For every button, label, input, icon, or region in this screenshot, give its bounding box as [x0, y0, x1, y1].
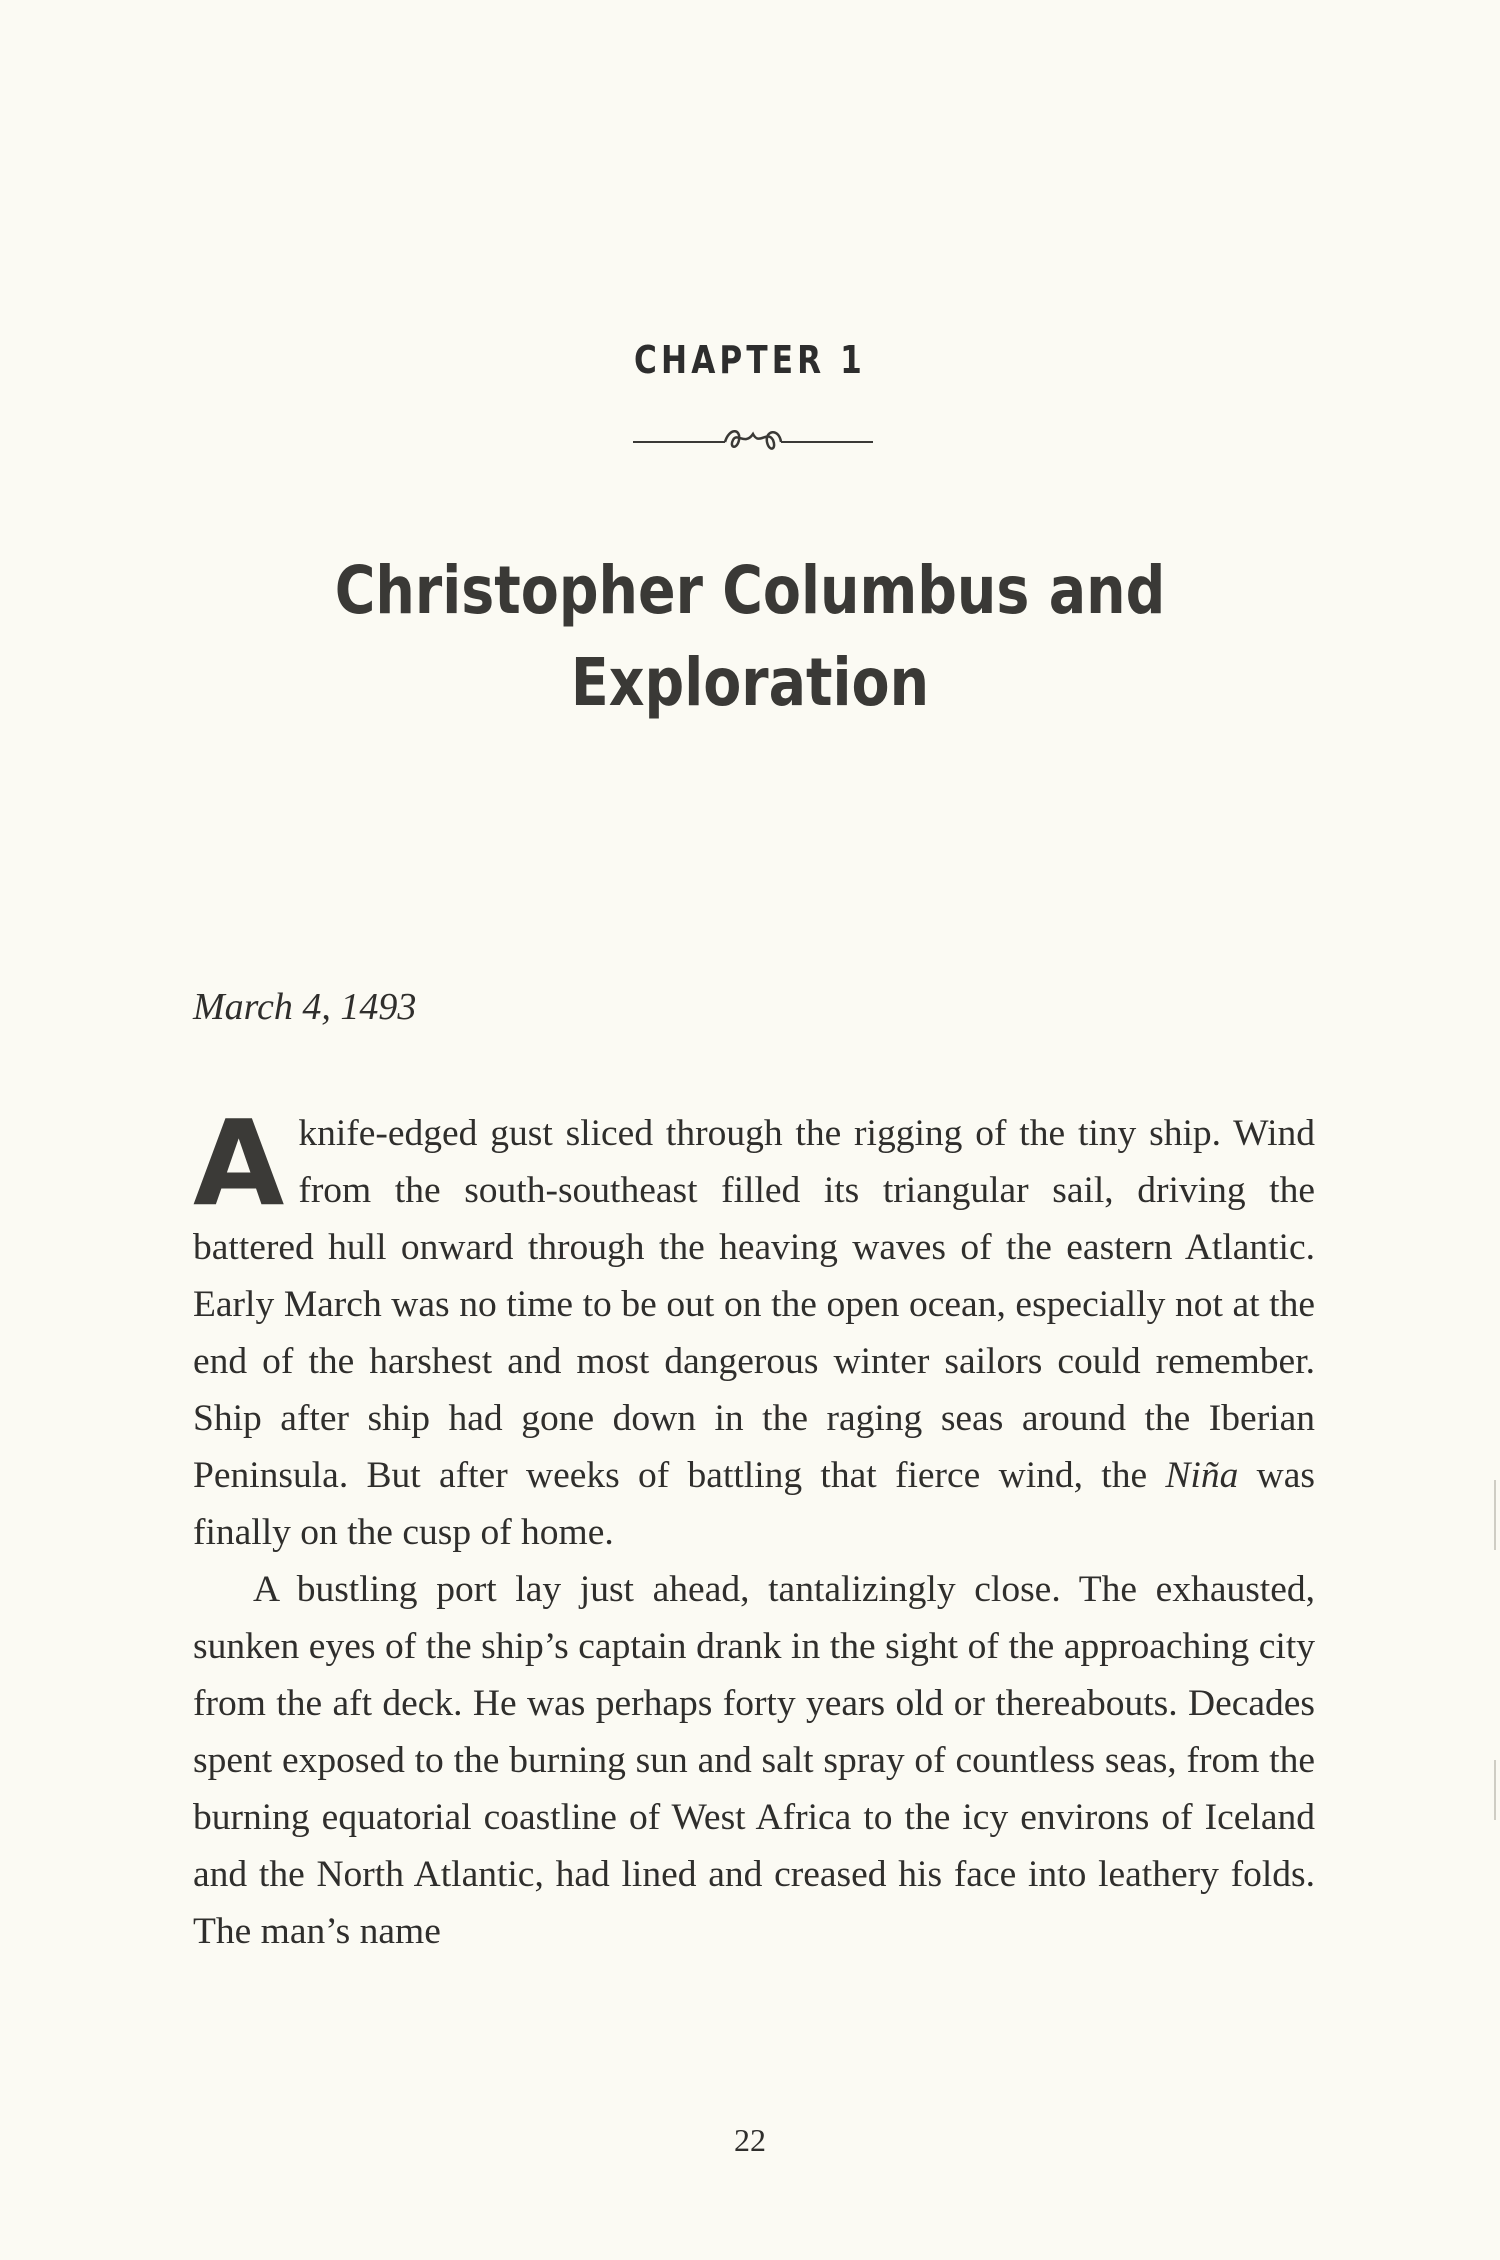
scroll-flourish-icon	[633, 420, 873, 460]
ship-name: Niña	[1165, 1455, 1239, 1496]
paragraph-1-ending: was finally on the cusp of home.	[193, 1455, 1315, 1553]
chapter-title-line-1: Christopher Columbus and	[334, 552, 1166, 629]
page-edge-mark	[1494, 1760, 1496, 1820]
page-number: 22	[734, 2122, 766, 2158]
paragraph-1	[193, 1094, 1315, 1561]
paragraph-2: A bustling port lay just ahead, tantalizingly close. The exhausted, sunken eyes of the ship’s captain drank in the sight of the approaching city from the aft deck. He was perhaps forty years old or thereabouts. Decades spent exposed to the burning sun and salt spray of countless seas, from the burning equatorial coastline of West Africa to the icy environs of Iceland and the North Atlantic, had lined and creased his face into leathery folds. The man’s name	[193, 1569, 1315, 1952]
chapter-label: CHAPTER 1	[634, 338, 866, 382]
drop-cap: A	[193, 1094, 285, 1232]
page-edge-mark	[1494, 1480, 1496, 1550]
chapter-title	[288, 545, 1212, 729]
chapter-title-line-2: Exploration	[570, 644, 930, 721]
body-text	[193, 1094, 1315, 1960]
paragraph-1-text: knife-edged gust sliced through the rigging of the tiny ship. Wind from the south-southeast filled its triangular sail, driving the battered hull onward through the heaving waves of the eastern Atlantic. Early March was no time to be out on the open ocean, especially not at the end of the harshest and most dangerous winter sailors could remember. Ship after ship had gone down in the raging seas around the Iberian Peninsula. But after weeks of battling that fierce wind, the	[193, 1113, 1315, 1496]
dateline: March 4, 1493	[193, 986, 417, 1028]
